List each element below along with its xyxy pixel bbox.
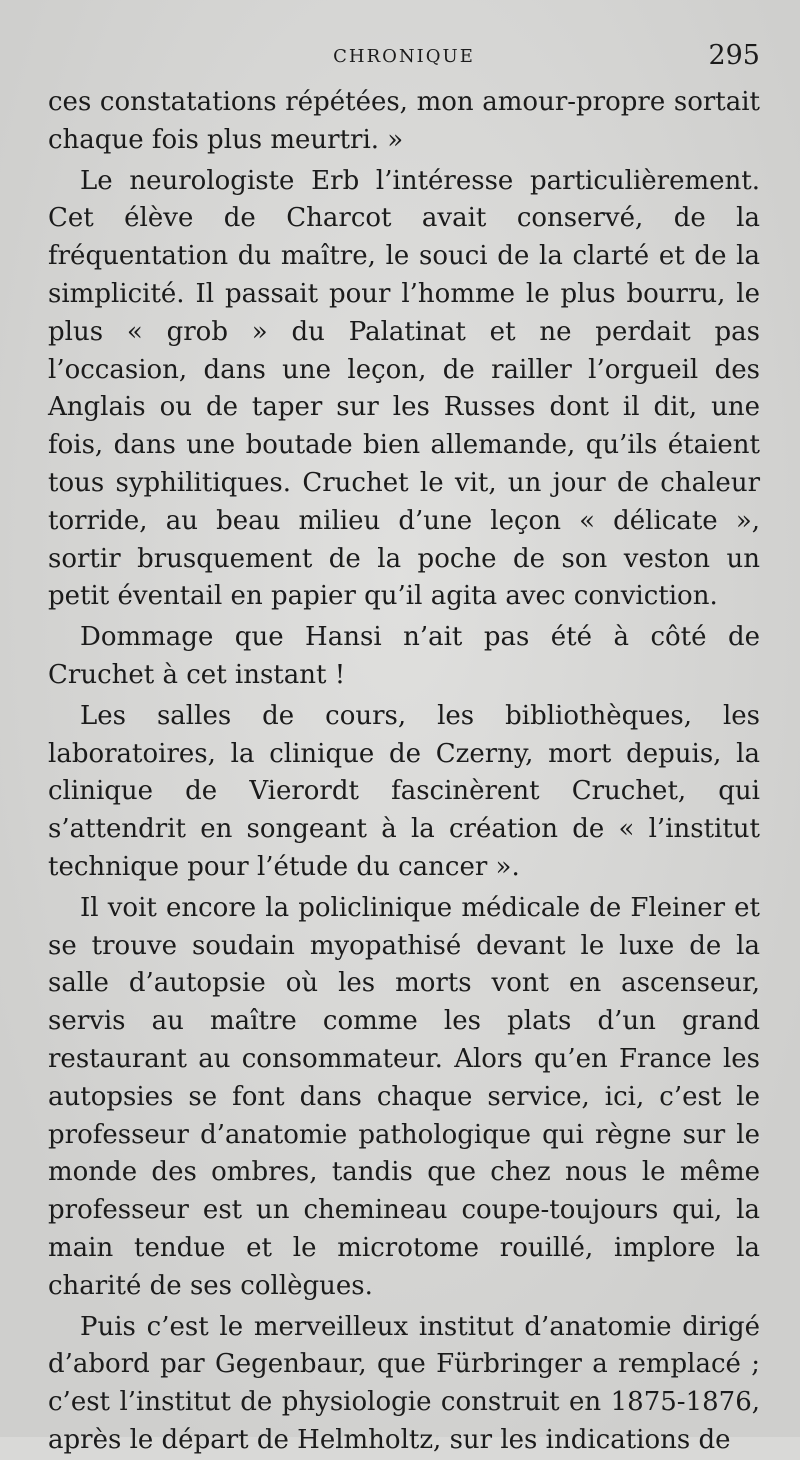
paragraph-institut-anatomie: Puis c’est le merveilleux institut d’anatomie dirigé d’abord par Gegenbaur, que Fürbringer a remplacé ; c’est l’institut de physiologie construit en 1875-1876, après le départ de Helmholtz, sur les indications de [48,1311,760,1455]
body-text [48,84,760,1460]
paragraph-erb: Le neurologiste Erb l’intéresse particulièrement. Cet élève de Charcot avait conservé, de la fréquentation du maître, le souci de la clarté et de la simplicité. Il passait pour l’homme le plus bourru, le plus « grob » du Palatinat et ne perdait pas l’occasion, dans une leçon, de railler l’orgueil des Anglais ou de taper sur les Russes dont il dit, une fois, dans une boutade bien allemande, qu’ils étaient tous syphilitiques. Cruchet le vit, un jour de chaleur torride, au beau milieu d’une leçon « délicate », sortir brusquement de la poche de son veston un petit éventail en papier qu’il agita avec conviction. [48,165,760,612]
paragraph-salles-de-cours: Les salles de cours, les bibliothèques, les laboratoires, la clinique de Czerny, mort depuis, la clinique de Vierordt fascinèrent Cruchet, qui s’attendrit en songeant à la création de « l’institut technique pour l’étude du cancer ». [48,700,760,882]
paragraph-continuation: ces constatations répétées, mon amour-propre sortait chaque fois plus meurtri. » [48,87,760,155]
page-number: 295 [708,40,760,71]
paragraph-hansi: Dommage que Hansi n’ait pas été à côté de Cruchet à cet instant ! [48,622,760,690]
paragraph-policlinique: Il voit encore la policlinique médicale de Fleiner et se trouve soudain myopathisé devant le luxe de la salle d’autopsie où les morts vont en ascenseur, servis au maître comme les plats d’un grand restaurant au consommateur. Alors qu’en France les autopsies se font dans chaque service, ici, c’est le professeur d’anatomie pathologique qui règne sur le monde des ombres, tandis que chez nous le même professeur est un chemineau coupe-toujours qui, la main tendue et le microtome rouillé, implore la charité de ses collègues. [48,892,760,1301]
page-header [48,40,760,74]
running-title: CHRONIQUE [333,46,475,67]
